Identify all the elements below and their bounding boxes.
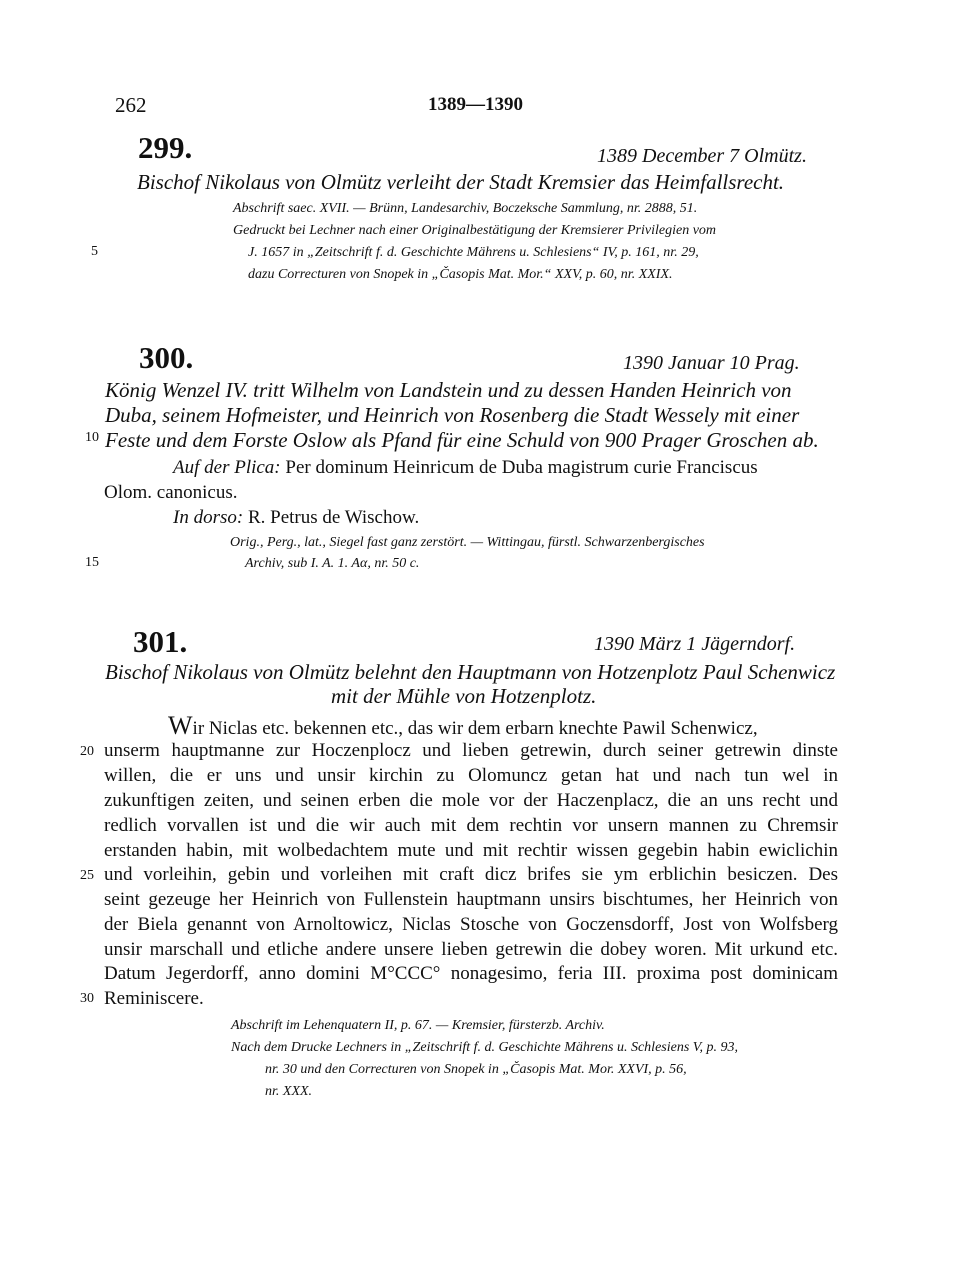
entry-number: 300. <box>139 340 194 375</box>
line-number-10: 10 <box>85 430 99 445</box>
body-line: Datum Jegerdorff, anno domini M°CCC° nonagesimo, feria III. proxima post dominicam <box>104 963 838 984</box>
entry-dateline: 1390 Januar 10 Prag. <box>623 352 800 374</box>
entry-summary: mit der Mühle von Hotzenplotz. <box>331 684 597 708</box>
body-first-line <box>168 711 758 741</box>
initial-letter: W <box>168 711 193 740</box>
line-number-5: 5 <box>91 244 98 259</box>
source-line: Archiv, sub I. A. 1. Aα, nr. 50 c. <box>245 556 420 571</box>
plica-text: Per dominum Heinricum de Duba magistrum curie Franciscus <box>285 457 758 478</box>
body-line: und vorleihin, gebin und vorleihen mit craft dicz brifes sie ym erblichin besiczen. Des <box>104 864 838 885</box>
dorso-note <box>173 507 419 529</box>
line-number-15: 15 <box>85 555 99 570</box>
source-line: dazu Correcturen von Snopek in „Časopis Mat. Mor.“ XXV, p. 60, nr. XXIX. <box>248 267 673 282</box>
body-text: ir Niclas etc. bekennen etc., das wir dem erbarn knechte Pawil Schenwicz, <box>192 718 758 739</box>
line-number-20: 20 <box>80 744 94 759</box>
source-line: J. 1657 in „Zeitschrift f. d. Geschichte Mährens u. Schlesiens“ IV, p. 161, nr. 29, <box>248 245 699 260</box>
source-line: nr. XXX. <box>265 1084 313 1099</box>
entry-summary: Bischof Nikolaus von Olmütz verleiht der Stadt Kremsier das Heimfallsrecht. <box>137 170 785 194</box>
plica-label: Auf der Plica: <box>173 457 281 478</box>
body-line: willen, die er uns und unsir kirchin zu Olomuncz getan hat und nach tun wel in <box>104 765 838 786</box>
dorso-label: In dorso: <box>173 507 244 528</box>
source-line: Abschrift im Lehenquatern II, p. 67. — Kremsier, fürsterzb. Archiv. <box>231 1018 605 1033</box>
plica-note <box>173 457 758 479</box>
source-line: Nach dem Drucke Lechners in „Zeitschrift f. d. Geschichte Mährens u. Schlesiens V, p. 93, <box>231 1040 739 1055</box>
line-number-30: 30 <box>80 991 94 1006</box>
entry-summary: Feste und dem Forste Oslow als Pfand für eine Schuld von 900 Prager Groschen ab. <box>105 428 819 452</box>
body-line: zukunftigen zeiten, und seinen erben die mole vor der Haczenplacz, die an uns recht und <box>104 790 838 811</box>
body-line: redlich vorvallen ist und die wir auch mit dem rechtin vor unsern mannen zu Chremsir <box>104 815 838 836</box>
line-number-25: 25 <box>80 868 94 883</box>
entry-summary: Duba, seinem Hofmeister, und Heinrich von Rosenberg die Stadt Wessely mit einer <box>105 403 800 427</box>
source-line: nr. 30 und den Correcturen von Snopek in „Časopis Mat. Mor. XXVI, p. 56, <box>265 1062 687 1077</box>
source-line: Gedruckt bei Lechner nach einer Originalbestätigung der Kremsierer Privilegien vom <box>233 223 717 238</box>
entry-number: 299. <box>138 130 193 165</box>
body-line: Reminiscere. <box>104 988 204 1009</box>
entry-summary: Bischof Nikolaus von Olmütz belehnt den Hauptmann von Hotzenplotz Paul Schenwicz <box>105 660 836 684</box>
body-line: unsir marschall und etliche andere unsere lieben getrewin die dobey woren. Mit urkund etc. <box>104 939 838 960</box>
entry-dateline: 1389 December 7 Olmütz. <box>597 145 807 167</box>
entry-dateline: 1390 März 1 Jägerndorf. <box>594 633 796 655</box>
page-number: 262 <box>115 93 147 117</box>
source-line: Abschrift saec. XVII. — Brünn, Landesarchiv, Boczeksche Sammlung, nr. 2888, 51. <box>233 201 698 216</box>
entry-number: 301. <box>133 624 188 659</box>
plica-text-continued: Olom. canonicus. <box>104 482 238 503</box>
body-line: der Biela genannt von Arnoltowicz, Niclas Stosche von Goczensdorff, Jost von Wolfsberg <box>104 914 838 935</box>
source-line: Orig., Perg., lat., Siegel fast ganz zerstört. — Wittingau, fürstl. Schwarzenbergisches <box>230 535 705 550</box>
body-line: seint gezeuge her Heinrich von Fullenstein hauptmann unsirs bischtumes, her Heinrich von <box>104 889 838 910</box>
dorso-text: R. Petrus de Wischow. <box>247 507 420 528</box>
running-head: 1389—1390 <box>428 94 523 115</box>
body-line: erstanden habin, mit wolbedachtem mute und mit rechtir wissen gegebin habin ewiclichin <box>104 840 838 861</box>
entry-summary: König Wenzel IV. tritt Wilhelm von Landstein und zu dessen Handen Heinrich von <box>105 378 792 402</box>
body-line: unserm hauptmanne zur Hoczenplocz und lieben getrewin, durch seiner getrewin dinste <box>104 740 838 761</box>
